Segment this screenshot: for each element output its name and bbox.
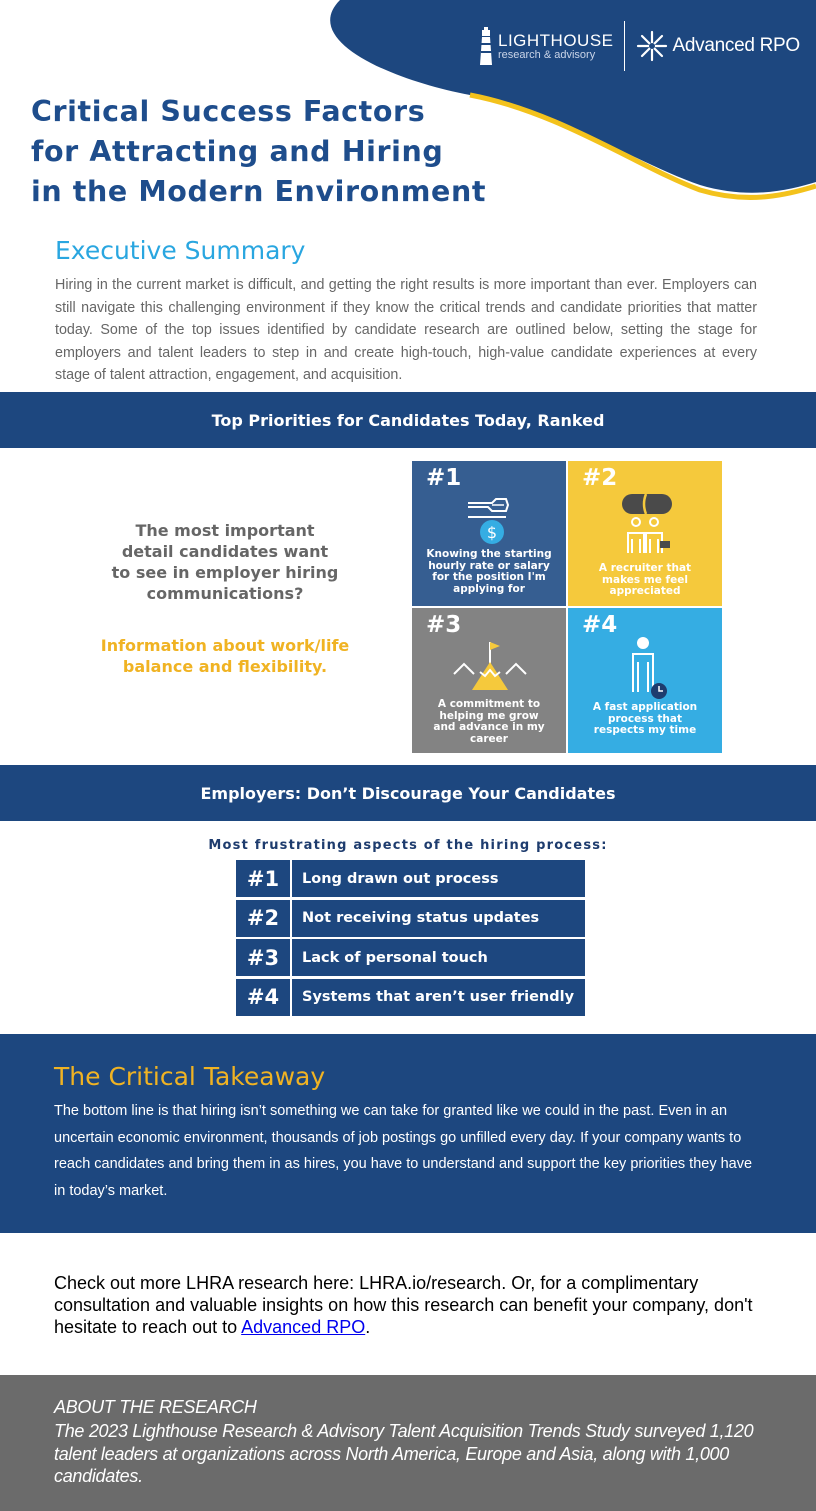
about-research-section [0, 1375, 816, 1511]
person-clock-icon [623, 636, 671, 702]
salary-hand-icon [462, 491, 518, 547]
label-line: and advance in my [433, 721, 545, 733]
frustration-rank: #3 [236, 939, 292, 976]
recruiter-chat-icon [616, 491, 676, 559]
priority-label [416, 699, 562, 745]
takeaway-heading: The Critical Takeaway [54, 1062, 326, 1091]
frustration-row [236, 979, 585, 1016]
mountain-flag-icon [452, 638, 528, 694]
priority-label [416, 549, 562, 595]
label-line: Knowing the starting [426, 548, 552, 560]
answer-line: balance and flexibility. [122, 657, 328, 676]
priority-tile-2 [568, 461, 722, 606]
label-line: A commitment to [437, 698, 541, 710]
logo-divider [624, 21, 625, 71]
frustrations-list [236, 860, 585, 1018]
priorities-question [100, 520, 350, 604]
cta-text-end: . [365, 1317, 371, 1337]
label-line: hourly rate or salary [428, 559, 550, 572]
answer-line: Information about work/life [100, 636, 350, 655]
priority-rank: #1 [426, 465, 462, 491]
label-line: appreciated [609, 585, 681, 597]
frustration-row [236, 900, 585, 937]
executive-summary-body: Hiring in the current market is difficult, and getting the right results is more important than ever. Employers can still navigate this challenging environment if they know the critical trends and candidate priorities that matter today. Some of the top issues identified by candidate research are outlined below, setting the stage for employers and talent leaders to step in and create high-touch, high-value candidate experiences at every stage of talent attraction, engagement, and acquisition. [55, 277, 757, 383]
label-line: respects my time [593, 724, 697, 736]
priority-tile-1 [412, 461, 566, 606]
takeaway-body: The bottom line is that hiring isn’t something we can take for granted like we could in the past. Even in an uncertain economic environment, thousands of job postings go unfilled every day. If your company wants to reach candidates and bring them in as hires, you have to understand and support the key priorities they have in today’s market. [54, 1103, 753, 1199]
lighthouse-icon [478, 27, 494, 65]
lighthouse-logo[interactable] [478, 27, 614, 65]
priorities-answer [100, 635, 350, 677]
frustration-rank: #4 [236, 979, 292, 1016]
label-line: A recruiter that [598, 562, 692, 574]
priorities-banner [0, 392, 816, 448]
priorities-banner-title: Top Priorities for Candidates Today, Ranked [211, 410, 605, 430]
question-line: to see in employer hiring [111, 563, 339, 582]
frustration-rank: #2 [236, 900, 292, 937]
label-line: applying for [453, 582, 525, 595]
frustration-text: Lack of personal touch [302, 949, 488, 966]
header [0, 0, 816, 230]
label-line: helping me grow [439, 709, 539, 722]
employers-banner-title: Employers: Don’t Discourage Your Candidates [200, 783, 616, 803]
label-line: A fast application [592, 701, 698, 713]
priority-rank: #3 [426, 612, 462, 638]
frustration-text: Systems that aren’t user friendly [302, 989, 575, 1005]
question-line: The most important [135, 521, 315, 540]
frustration-rank: #1 [236, 860, 292, 897]
about-body: The 2023 Lighthouse Research & Advisory Talent Acquisition Trends Study surveyed 1,120 talent leaders at organizations across North America, Europe and Asia, along with 1,000 candidates. [54, 1421, 754, 1486]
lighthouse-name: LIGHTHOUSE [498, 30, 614, 50]
priority-tile-4 [568, 608, 722, 753]
lighthouse-tagline: research & advisory [498, 48, 596, 61]
label-line: makes me feel [602, 573, 688, 586]
priority-rank: #4 [582, 612, 618, 638]
priority-label [572, 702, 718, 737]
frustration-text: Not receiving status updates [302, 910, 540, 926]
label-line: career [470, 732, 508, 745]
frustration-text: Long drawn out process [302, 870, 499, 887]
frustrations-subtitle: Most frustrating aspects of the hiring process: [208, 838, 608, 853]
advanced-rpo-logo[interactable] [635, 29, 800, 63]
frustration-row [236, 939, 585, 976]
takeaway-section [0, 1034, 816, 1233]
advanced-rpo-name: Advanced RPO [672, 35, 800, 56]
title-line: Critical Success Factors [31, 95, 426, 128]
frustration-row [236, 860, 585, 897]
label-line: process that [607, 712, 682, 725]
question-line: detail candidates want [121, 542, 329, 561]
cta-paragraph [54, 1272, 754, 1338]
priority-tile-3 [412, 608, 566, 753]
title-line: for Attracting and Hiring [31, 135, 444, 168]
advanced-rpo-link[interactable]: Advanced RPO [241, 1317, 366, 1337]
priority-rank: #2 [582, 465, 618, 491]
logo-group [478, 20, 800, 72]
title-line: in the Modern Environment [31, 175, 487, 208]
page-title [31, 92, 571, 212]
about-heading: ABOUT THE RESEARCH [54, 1397, 257, 1417]
priorities-grid [412, 461, 722, 753]
priority-label [572, 563, 718, 598]
cta-text: Check out more LHRA research here: LHRA.io/research. Or, for a complimentary consultation and valuable insights on how this research can benefit your company, don't hesitate to reach out to [54, 1273, 753, 1337]
svg-text:$: $ [486, 523, 498, 542]
question-line: communications? [146, 584, 304, 603]
starburst-icon [635, 29, 669, 63]
employers-banner [0, 765, 816, 821]
label-line: for the position I'm [432, 571, 546, 583]
executive-summary-heading: Executive Summary [55, 236, 306, 265]
